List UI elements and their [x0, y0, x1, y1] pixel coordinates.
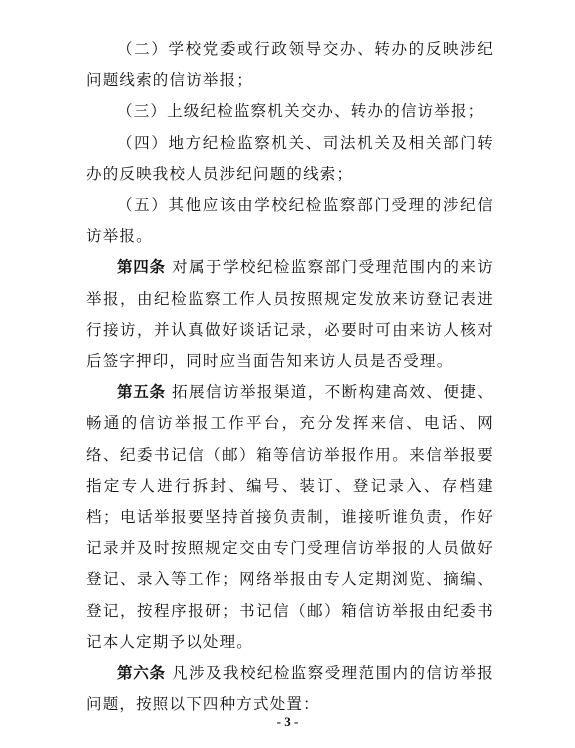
- paragraph-text: （二）学校党委或行政领导交办、转办的反映涉纪问题线索的信访举报；: [86, 40, 494, 90]
- article-5-paragraph: [86, 377, 494, 658]
- paragraph-text: 拓展信访举报渠道，不断构建高效、便捷、畅通的信访举报工作平台，充分发挥来信、电话、网络、纪委书记信（邮）箱等信访举报作用。来信举报要指定专人进行拆封、编号、装订、登记录入、存档建档；电话举报要坚持首接负责制，谁接听谁负责，作好记录并及时按照规定交由专门受理信访举报的人员做好登记、录入等工作；网络举报由专人定期浏览、摘编、登记，按程序报研；书记信（邮）箱信访举报由纪委书记本人定期予以处理。: [86, 383, 494, 651]
- paragraph-item-3: [86, 96, 494, 127]
- paragraph-item-2: [86, 34, 494, 96]
- paragraph-text: 凡涉及我校纪检监察受理范围内的信访举报问题，按照以下四种方式处置：: [86, 664, 494, 714]
- paragraph-text: （四）地方纪检监察机关、司法机关及相关部门转办的反映我校人员涉纪问题的线索；: [86, 133, 494, 183]
- paragraph-item-5: [86, 190, 494, 252]
- paragraph-item-4: [86, 128, 494, 190]
- article-heading: 第五条: [117, 383, 166, 402]
- paragraph-text: （五）其他应该由学校纪检监察部门受理的涉纪信访举报。: [86, 196, 494, 246]
- paragraph-text: （三）上级纪检监察机关交办、转办的信访举报；: [117, 102, 485, 121]
- article-heading: 第四条: [117, 258, 166, 277]
- article-heading: 第六条: [117, 664, 166, 683]
- document-body: [86, 34, 494, 720]
- page-number: - 3 -: [276, 714, 299, 729]
- paragraph-text: 对属于学校纪检监察部门受理范围内的来访举报，由纪检监察工作人员按照规定发放来访登记表进行接访，并认真做好谈话记录，必要时可由来访人核对后签字押印，同时应当面告知来访人员是否受理。: [86, 258, 494, 371]
- article-6-paragraph: [86, 658, 494, 720]
- article-4-paragraph: [86, 252, 494, 377]
